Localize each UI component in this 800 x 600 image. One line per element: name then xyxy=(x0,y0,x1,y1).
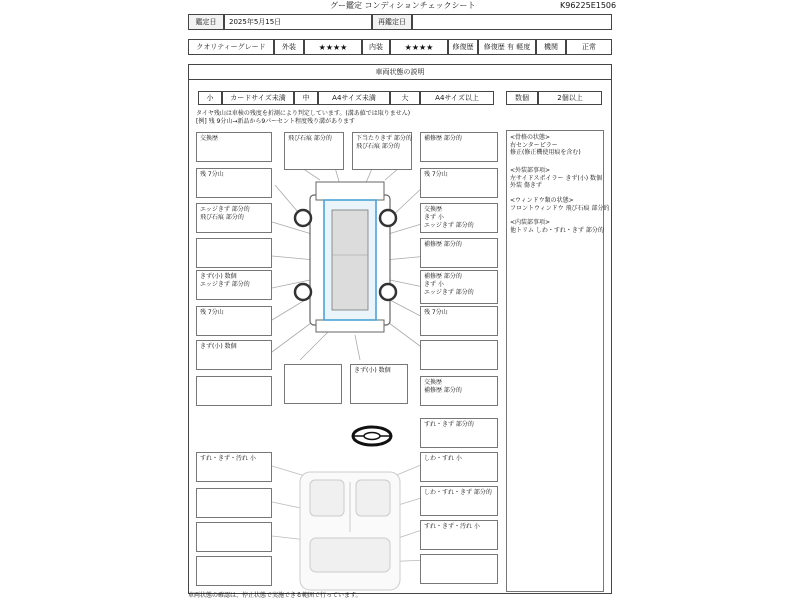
interior-remarks-title: <内装部事項> xyxy=(510,219,551,226)
box-interior-right-2: しわ・すれ・きず 部分的 xyxy=(420,486,498,516)
engine-label: 機関 xyxy=(536,39,566,55)
sheet-title: グー鑑定 コンディションチェックシート xyxy=(330,1,476,10)
box-interior-right-4 xyxy=(420,554,498,584)
footer-note: 車両状態の確認は、停止状態で実施できる範囲で行っています。 xyxy=(188,592,362,599)
box-tire-front-right: 残 7分山 xyxy=(420,168,498,198)
box-hood-left: 飛び石痕 部分的 xyxy=(284,132,344,170)
engine-value: 正常 xyxy=(566,39,612,55)
interior-label: 内装 xyxy=(362,39,390,55)
count-label: 数個 xyxy=(506,91,538,105)
frame-text: 右センターピラー 修正(修正機使用痕を含む) xyxy=(510,142,581,156)
box-interior-right-1: しわ・すれ 小 xyxy=(420,452,498,482)
box-tire-rear-left: 残 7分山 xyxy=(196,306,272,336)
section-title: 車両状態の説明 xyxy=(188,64,612,80)
size-large: 大 xyxy=(390,91,420,105)
box-door-front-right: 補修歴 部分的 xyxy=(420,238,498,268)
quality-grade-label: クオリティーグレード xyxy=(188,39,274,55)
box-hood-right: 下当たりきず 部分的 飛び石痕 部分的 xyxy=(352,132,412,170)
box-front-left: 交換歴 xyxy=(196,132,272,162)
size-large-desc: A4サイズ以上 xyxy=(420,91,494,105)
box-door-rear-left: きず(小) 数個 エッジきず 部分的 xyxy=(196,270,272,300)
steering-wheel-icon xyxy=(350,424,394,448)
box-rear-left xyxy=(196,376,272,406)
box-fender-right: 交換歴 きず 小 エッジきず 部分的 xyxy=(420,203,498,233)
window-text: フロントウィンドウ 飛び石痕 部分的 xyxy=(510,205,610,212)
appraisal-date-label: 鑑定日 xyxy=(188,14,224,30)
box-quarter-right xyxy=(420,340,498,370)
box-interior-right-3: すれ・きず・汚れ 小 xyxy=(420,520,498,550)
box-quarter-left: きず(小) 数個 xyxy=(196,340,272,370)
reappraisal-label: 再鑑定日 xyxy=(372,14,412,30)
tire-note-example: [例] 残 9分山→新品から9パーセント程度残り溝があります xyxy=(196,118,356,125)
exterior-remarks-title: <外装部事項> xyxy=(510,167,551,174)
box-trunk: きず(小) 数個 xyxy=(350,364,408,404)
frame-title: <骨格の状態> xyxy=(510,134,551,141)
window-title: <ウィンドウ類の状態> xyxy=(510,197,574,204)
box-rear-center xyxy=(284,364,342,404)
box-tire-front-left: 残 7分山 xyxy=(196,168,272,198)
box-tire-rear-right: 残 7分山 xyxy=(420,306,498,336)
box-interior-left-1: すれ・きず・汚れ 小 xyxy=(196,452,272,482)
box-fender-left: エッジきず 部分的 飛び石痕 部分的 xyxy=(196,203,272,233)
box-rear-right: 交換歴 補修歴 部分的 xyxy=(420,376,498,406)
interior-remarks-text: 他トリム しわ・すれ・きず 部分的 xyxy=(510,227,604,234)
box-door-rear-right: 補修歴 部分的 きず 小 エッジきず 部分的 xyxy=(420,270,498,304)
exterior-stars: ★★★★ xyxy=(304,39,362,55)
count-desc: 2個以上 xyxy=(538,91,602,105)
exterior-remarks-text: 左サイドスポイラー きず(小) 数個 外装 傷きず xyxy=(510,175,603,189)
exterior-label: 外装 xyxy=(274,39,304,55)
repair-label: 修復歴 xyxy=(448,39,478,55)
box-steering: すれ・きず 部分的 xyxy=(420,418,498,448)
tire-note: タイヤ残山は車検の残度を折測により判定しています。(溝あ値では取りません) xyxy=(196,110,411,117)
box-interior-left-4 xyxy=(196,556,272,586)
size-medium-desc: A4サイズ未満 xyxy=(318,91,390,105)
remarks-panel xyxy=(506,130,610,592)
sheet-code: K96225E1506 xyxy=(560,1,617,10)
reappraisal-value xyxy=(412,14,612,30)
box-interior-left-2 xyxy=(196,488,272,518)
box-interior-left-3 xyxy=(196,522,272,552)
size-small-desc: カードサイズ未満 xyxy=(222,91,294,105)
repair-value: 修復歴 有 軽度 xyxy=(478,39,536,55)
interior-stars: ★★★★ xyxy=(390,39,448,55)
appraisal-date: 2025年5月15日 xyxy=(224,14,372,30)
size-medium: 中 xyxy=(294,91,318,105)
size-small: 小 xyxy=(198,91,222,105)
car-interior-diagram xyxy=(270,452,430,592)
box-front-right: 補修歴 部分的 xyxy=(420,132,498,162)
box-door-front-left xyxy=(196,238,272,268)
car-top-view-diagram xyxy=(270,160,430,360)
